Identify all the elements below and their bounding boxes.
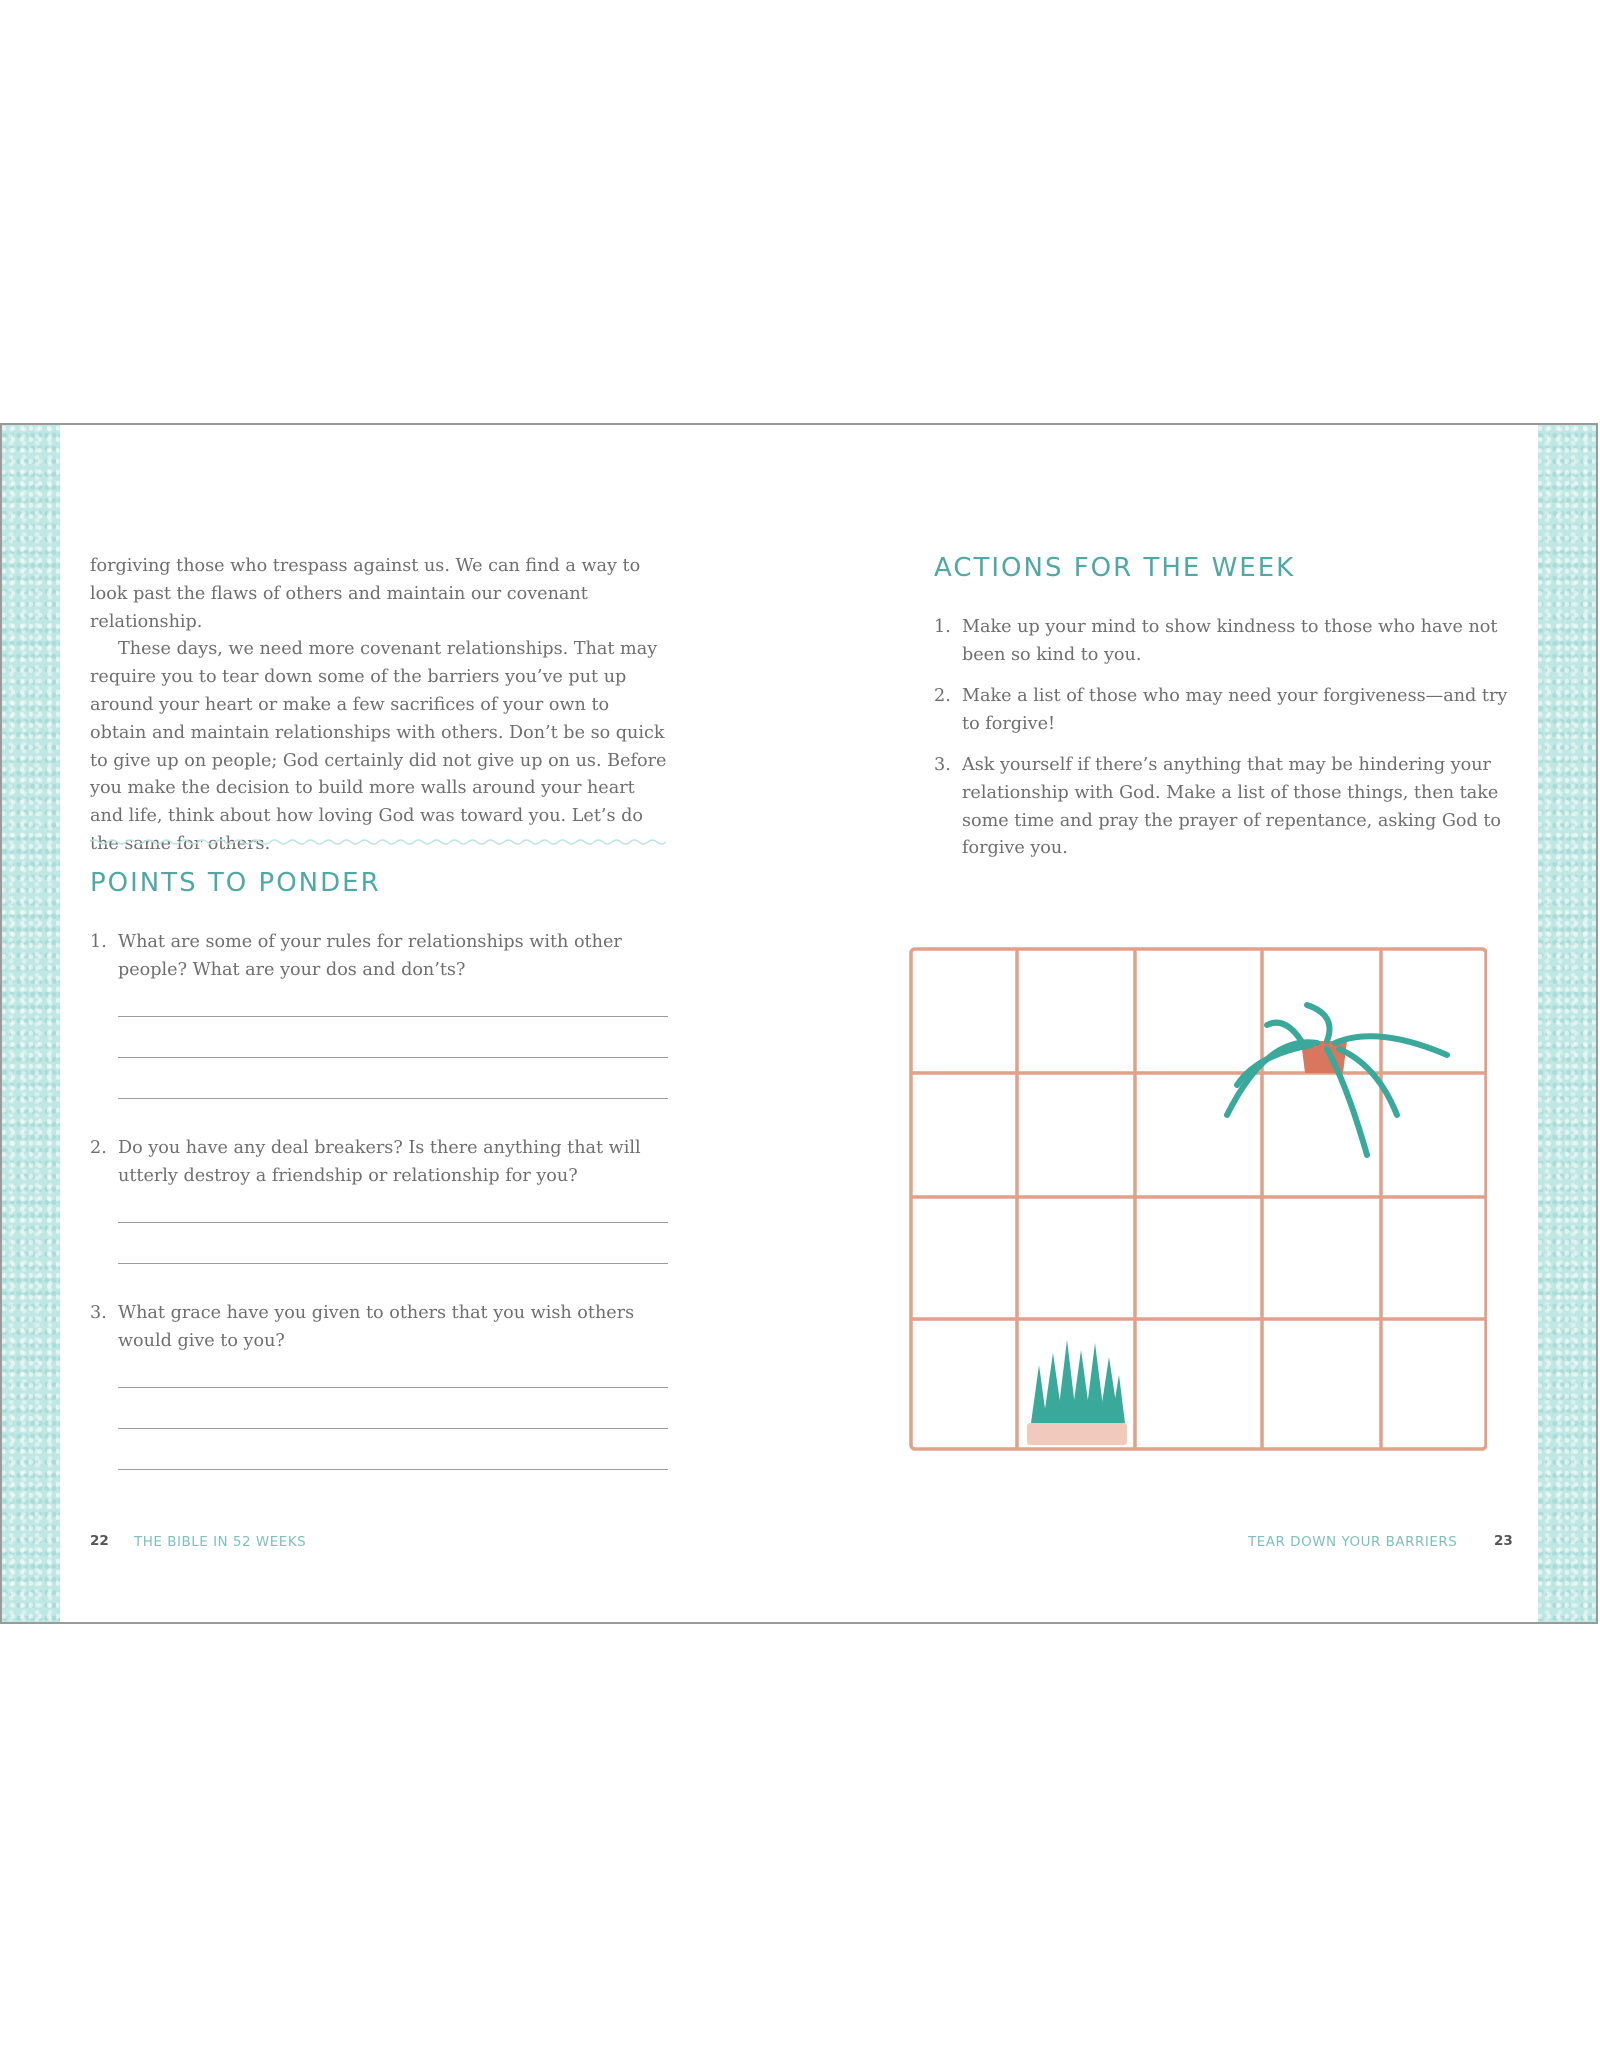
answer-line[interactable] [118, 1016, 668, 1017]
question-3 [90, 1300, 680, 1356]
left-page-edge [2, 425, 60, 1622]
wavy-divider [90, 837, 668, 847]
action-number: 1. [934, 617, 951, 637]
question-1 [90, 929, 680, 985]
action-text: Ask yourself if there’s anything that may be hindering your relationship with God. Make a list of those things, then take some time and pray the prayer of repentance, asking God to forgive you. [962, 755, 1502, 859]
succulent-plant-icon [1027, 1340, 1127, 1445]
action-number: 3. [934, 755, 951, 775]
plant-shelf-illustration [907, 945, 1487, 1455]
answer-line[interactable] [118, 1428, 668, 1429]
hanging-plant-icon [1227, 1005, 1447, 1155]
paragraph-2: These days, we need more covenant relationships. That may require you to tear down some of the barriers you’ve put up around your heart or make a few sacrifices of your own to obtain and maintain relationships with others. Don’t be so quick to give up on people; God certainly did not give up on us. Before you make the decision to build more walls around your heart and life, think about how loving God was toward you. Let’s do the same for others. [90, 639, 667, 854]
running-head-right: TEAR DOWN YOUR BARRIERS [1248, 1534, 1458, 1550]
question-number: 2. [90, 1138, 107, 1158]
answer-line[interactable] [118, 1222, 668, 1223]
left-body-text [90, 553, 670, 859]
question-2 [90, 1135, 680, 1191]
question-text: What are some of your rules for relationships with other people? What are your dos and don’ts? [118, 932, 622, 980]
book-spread [0, 423, 1598, 1624]
action-text: Make a list of those who may need your forgiveness—and try to forgive! [962, 686, 1508, 734]
answer-line[interactable] [118, 1057, 668, 1058]
answer-line[interactable] [118, 1098, 668, 1099]
action-3 [934, 752, 1514, 863]
question-number: 1. [90, 932, 107, 952]
answer-line[interactable] [118, 1469, 668, 1470]
question-text: What grace have you given to others that you wish others would give to you? [118, 1303, 635, 1351]
answer-line[interactable] [118, 1263, 668, 1264]
question-number: 3. [90, 1303, 107, 1323]
question-text: Do you have any deal breakers? Is there anything that will utterly destroy a friendship or relationship for you? [118, 1138, 641, 1186]
answer-line[interactable] [118, 1387, 668, 1388]
action-number: 2. [934, 686, 951, 706]
points-to-ponder-heading: POINTS TO PONDER [90, 868, 381, 898]
page-number-right: 23 [1494, 1533, 1513, 1549]
actions-heading: ACTIONS FOR THE WEEK [934, 553, 1296, 583]
page-number-left: 22 [90, 1533, 109, 1549]
action-1 [934, 614, 1514, 670]
right-page-edge [1538, 425, 1596, 1622]
paragraph-1: forgiving those who trespass against us. We can find a way to look past the flaws of others and maintain our covenant relationship. [90, 556, 641, 632]
action-text: Make up your mind to show kindness to those who have not been so kind to you. [962, 617, 1498, 665]
running-head-left: THE BIBLE IN 52 WEEKS [134, 1534, 307, 1550]
action-2 [934, 683, 1514, 739]
grid-shelf [911, 949, 1486, 1449]
